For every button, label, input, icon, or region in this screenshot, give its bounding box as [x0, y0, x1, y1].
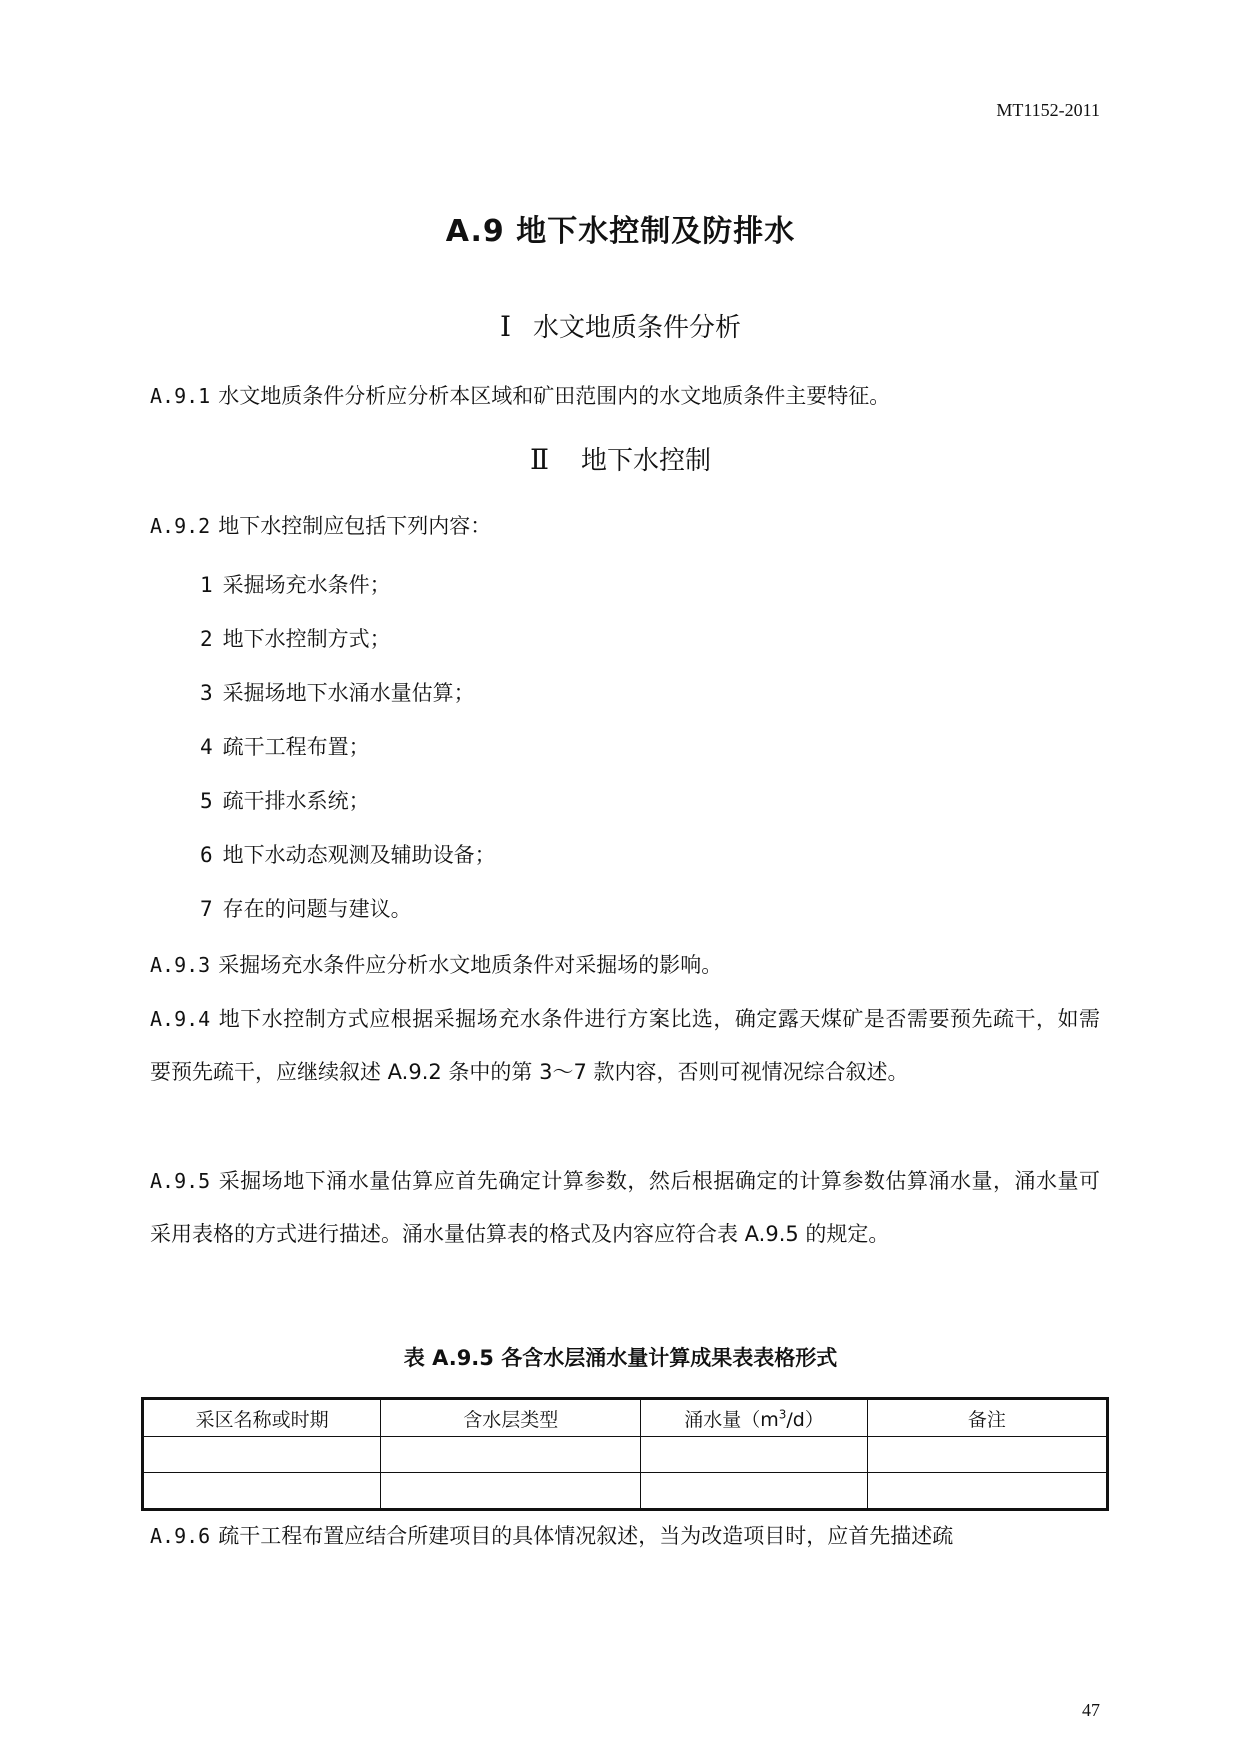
table-header-row: [143, 1399, 1108, 1437]
clause-text: 水文地质条件分析应分析本区域和矿田范围内的水文地质条件主要特征。: [218, 384, 891, 408]
list-item: [200, 894, 1100, 924]
list-text: 疏干排水系统；: [222, 789, 370, 813]
clause-number: A.9.2: [150, 514, 211, 538]
clause-number: A.9.1: [150, 384, 211, 408]
table-row: [143, 1473, 1108, 1510]
section-title: A.9 地下水控制及防排水: [445, 214, 796, 249]
header-inflow: [641, 1399, 867, 1437]
clause-text: 疏干工程布置应结合所建项目的具体情况叙述，当为改造项目时，应首先描述疏: [218, 1524, 954, 1548]
table-cell: [143, 1437, 381, 1473]
header-inflow-superscript: 3: [778, 1407, 787, 1422]
list-text: 地下水动态观测及辅助设备；: [222, 843, 496, 867]
table-cell: [381, 1437, 641, 1473]
list-item: [200, 840, 1100, 870]
table-cell: [143, 1473, 381, 1510]
clause-a91: [150, 370, 1100, 423]
list-text: 采掘场充水条件；: [222, 573, 391, 597]
table-cell: [641, 1437, 867, 1473]
list-number: 4: [200, 735, 213, 759]
list-item: [200, 624, 1100, 654]
clause-a94: [150, 993, 1100, 1099]
clause-number: A.9.6: [150, 1524, 211, 1548]
roman-numeral: Ⅱ: [529, 445, 549, 476]
table-cell: [867, 1473, 1107, 1510]
clause-number: A.9.3: [150, 953, 211, 977]
list-text: 疏干工程布置；: [222, 735, 370, 759]
results-table: [141, 1397, 1109, 1511]
clause-text: 采掘场充水条件应分析水文地质条件对采掘场的影响。: [218, 953, 723, 977]
list-text: 采掘场地下水涌水量估算；: [222, 681, 475, 705]
subheading-text: 水文地质条件分析: [533, 313, 742, 343]
clause-a93: [150, 939, 1100, 992]
roman-numeral: Ⅰ: [499, 312, 512, 343]
clause-a92: [150, 500, 1100, 553]
list-item: [200, 678, 1100, 708]
table-cell: [867, 1437, 1107, 1473]
clause-number: A.9.4: [150, 1007, 211, 1031]
list-number: 6: [200, 843, 213, 867]
table-cell: [381, 1473, 641, 1510]
list-number: 5: [200, 789, 213, 813]
subheading-hydrogeology: [0, 307, 1241, 344]
clause-text: 地下水控制应包括下列内容：: [218, 514, 492, 538]
header-remarks: 备注: [867, 1399, 1107, 1437]
table-row: [143, 1437, 1108, 1473]
list-number: 7: [200, 897, 213, 921]
clause-a95: [150, 1155, 1100, 1261]
header-aquifer-type: 含水层类型: [381, 1399, 641, 1437]
list-text: 地下水控制方式；: [222, 627, 391, 651]
header-inflow-text: 涌水量（m: [684, 1408, 779, 1431]
clause-a96: [150, 1510, 1100, 1563]
clause-text: 采掘场地下涌水量估算应首先确定计算参数，然后根据确定的计算参数估算涌水量，涌水量可采用表格的方式进行描述。涌水量估算表的格式及内容应符合表 A.9.5 的规定。: [150, 1169, 1100, 1246]
table-caption: 表 A.9.5 各含水层涌水量计算成果表表格形式: [403, 1346, 838, 1370]
list-number: 1: [200, 573, 213, 597]
list-number: 2: [200, 627, 213, 651]
page-number: 47: [1082, 1700, 1100, 1720]
clause-text: 地下水控制方式应根据采掘场充水条件进行方案比选，确定露天煤矿是否需要预先疏干，如需要预先疏干，应继续叙述 A.9.2 条中的第 3～7 款内容，否则可视情况综合叙述。: [150, 1007, 1100, 1084]
document-code: MT1152-2011: [996, 100, 1100, 120]
subheading-text: 地下水控制: [581, 446, 712, 476]
subheading-groundwater-control: [0, 440, 1241, 477]
table-cell: [641, 1473, 867, 1510]
list-item: [200, 570, 1100, 600]
header-area-or-period: 采区名称或时期: [143, 1399, 381, 1437]
list-item: [200, 732, 1100, 762]
list-number: 3: [200, 681, 213, 705]
clause-number: A.9.5: [150, 1169, 211, 1193]
list-text: 存在的问题与建议。: [222, 897, 412, 921]
header-inflow-unit: /d）: [786, 1408, 824, 1431]
list-item: [200, 786, 1100, 816]
